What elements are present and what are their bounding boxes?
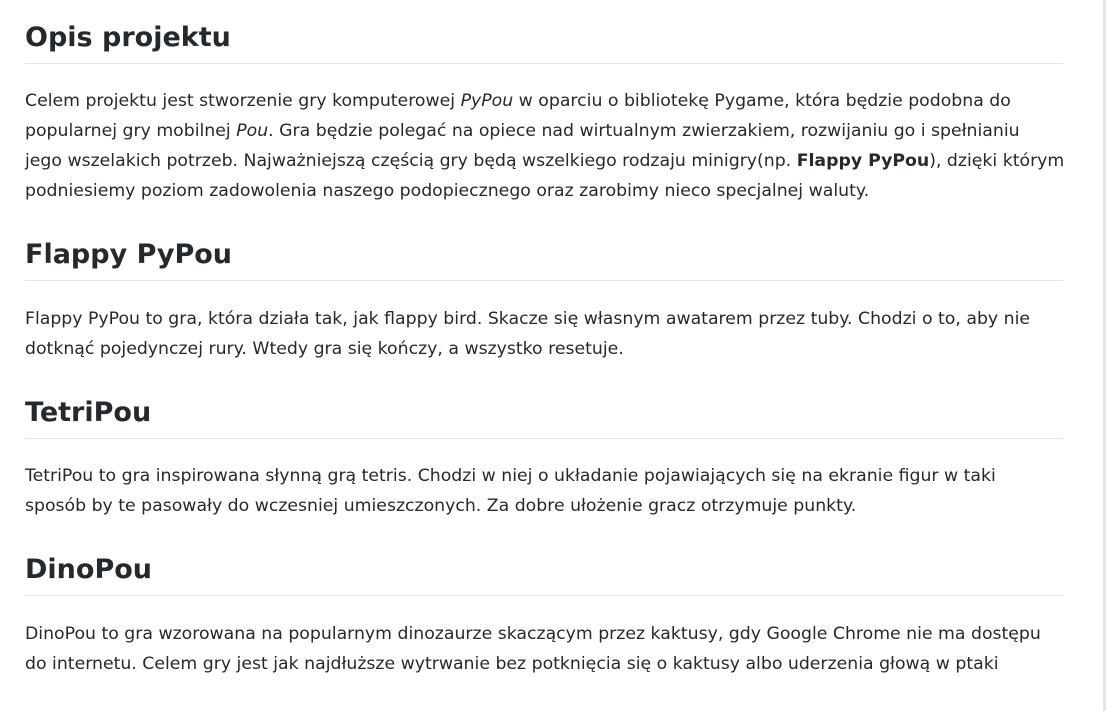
section-heading: DinoPou	[25, 551, 1063, 596]
paragraph-line	[25, 461, 996, 491]
text-run: w oparciu o bibliotekę Pygame, która będzie podobna do	[513, 91, 1011, 111]
paragraph-line	[25, 116, 1064, 146]
text-run: TetriPou to gra inspirowana słynną grą tetris. Chodzi w niej o układanie pojawiających się na ekranie figur w taki	[25, 466, 996, 486]
paragraph-line	[25, 304, 1030, 334]
paragraph-line	[25, 649, 1041, 679]
paragraph-line	[25, 146, 1064, 176]
text-run: podniesiemy poziom zadowolenia naszego podopiecznego oraz zarobimy nieco specjalnej waluty.	[25, 181, 870, 201]
section-paragraph	[25, 304, 1030, 364]
text-run: ), dzięki którym	[929, 151, 1065, 171]
paragraph-line	[25, 491, 996, 521]
text-run: sposób by te pasowały do wczesniej umieszczonych. Za dobre ułożenie gracz otrzymuje punkty.	[25, 496, 857, 516]
section-paragraph	[25, 86, 1064, 206]
emphasis-text: Pou	[236, 121, 269, 141]
section-heading: Flappy PyPou	[25, 236, 1063, 281]
paragraph-line	[25, 86, 1064, 116]
paragraph-line	[25, 619, 1041, 649]
bold-text: Flappy PyPou	[796, 151, 930, 171]
text-run: jego wszelakich potrzeb. Najważniejszą częścią gry będą wszelkiego rodzaju minigry(np.	[25, 151, 797, 171]
text-run: popularnej gry mobilnej	[25, 121, 237, 141]
text-run: do internetu. Celem gry jest jak najdłuższe wytrwanie bez potknięcia się o kaktusy albo uderzenia głową w ptaki	[25, 654, 999, 674]
text-run: DinoPou to gra wzorowana na popularnym dinozaurze skaczącym przez kaktusy, gdy Google Chrome nie ma dostępu	[25, 624, 1041, 644]
section-heading: TetriPou	[25, 394, 1063, 439]
paragraph-line	[25, 334, 1030, 364]
paragraph-line	[25, 176, 1064, 206]
text-run: Flappy PyPou to gra, która działa tak, jak flappy bird. Skacze się własnym awatarem przez tuby. Chodzi o to, aby nie	[25, 309, 1031, 329]
text-run: dotknąć pojedynczej rury. Wtedy gra się kończy, a wszystko resetuje.	[25, 339, 624, 359]
section-paragraph	[25, 461, 996, 521]
section-paragraph	[25, 619, 1041, 679]
emphasis-text: PyPou	[460, 91, 514, 111]
text-run: . Gra będzie polegać na opiece nad wirtualnym zwierzakiem, rozwijaniu go i spełnianiu	[268, 121, 1020, 141]
text-run: Celem projektu jest stworzenie gry komputerowej	[25, 91, 461, 111]
section-heading: Opis projektu	[25, 19, 1063, 64]
